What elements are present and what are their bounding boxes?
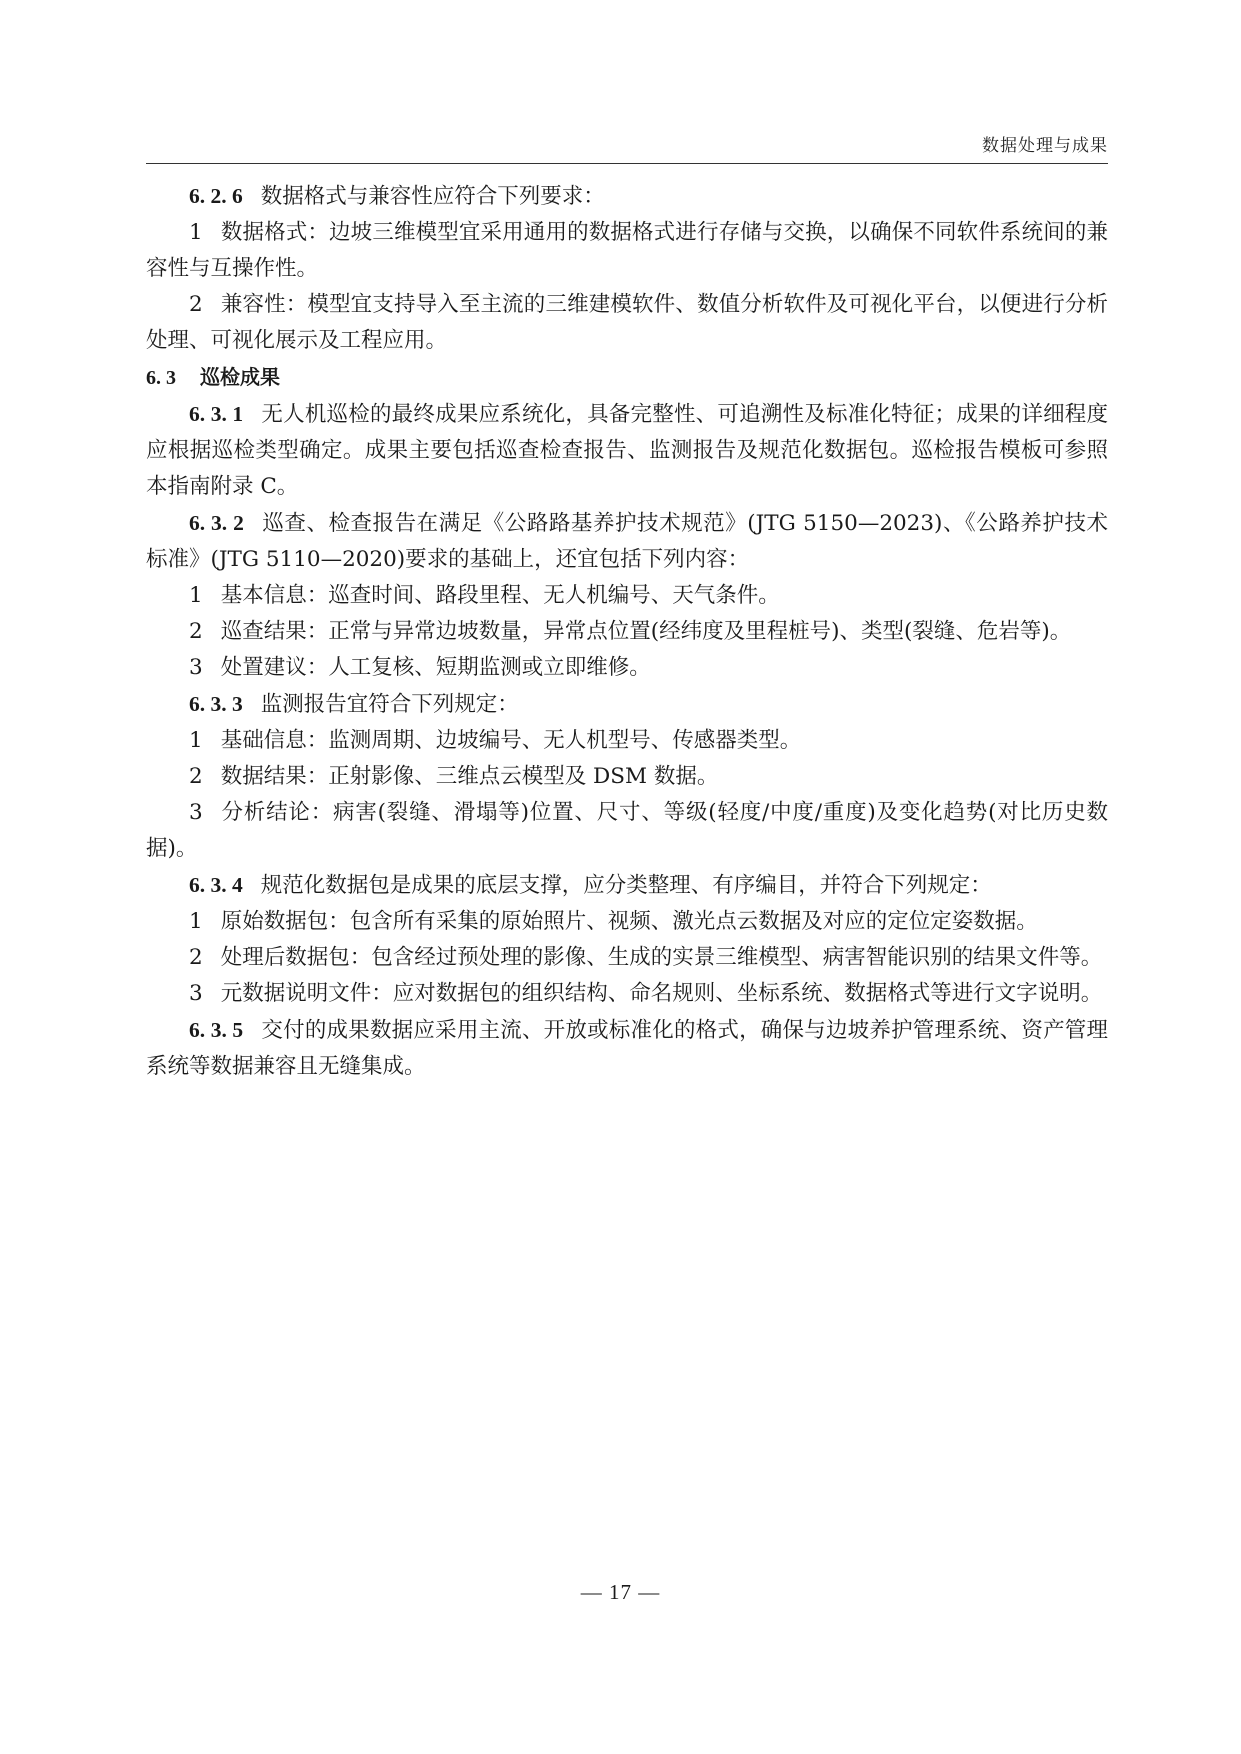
list-item	[146, 795, 1108, 867]
list-item	[146, 614, 1108, 650]
item-number: 3	[189, 981, 203, 1006]
clause-6-3-2	[146, 505, 1108, 578]
item-number: 1	[189, 583, 203, 608]
page-body	[146, 178, 1108, 1085]
list-item	[146, 650, 1108, 686]
header-rule	[146, 163, 1108, 164]
clause-6-3-5	[146, 1012, 1108, 1085]
clause-number: 6. 2. 6	[189, 184, 243, 208]
list-item	[146, 215, 1108, 287]
item-text: 巡查结果：正常与异常边坡数量，异常点位置(经纬度及里程桩号)、类型(裂缝、危岩等)。	[220, 619, 1072, 644]
running-header-title: 数据处理与成果	[982, 136, 1108, 156]
item-number: 1	[189, 728, 203, 753]
list-item	[146, 578, 1108, 614]
clause-6-3-1	[146, 396, 1108, 505]
item-number: 3	[189, 655, 203, 680]
clause-text: 数据格式与兼容性应符合下列要求：	[260, 184, 605, 209]
clause-number: 6. 3. 1	[189, 402, 244, 426]
list-item	[146, 287, 1108, 359]
clause-number: 6. 3. 4	[189, 873, 243, 897]
item-text: 原始数据包：包含所有采集的原始照片、视频、激光点云数据及对应的定位定姿数据。	[220, 909, 1038, 934]
item-text: 分析结论：病害(裂缝、滑塌等)位置、尺寸、等级(轻度/中度/重度)及变化趋势(对比历史数据)。	[146, 800, 1108, 861]
item-text: 处理后数据包：包含经过预处理的影像、生成的实景三维模型、病害智能识别的结果文件等。	[220, 945, 1103, 970]
item-text: 基本信息：巡查时间、路段里程、无人机编号、天气条件。	[220, 583, 780, 608]
section-number: 6. 3	[146, 367, 176, 389]
item-text: 数据结果：正射影像、三维点云模型及 DSM 数据。	[220, 764, 719, 789]
item-number: 3	[189, 800, 203, 825]
item-number: 2	[189, 764, 203, 789]
clause-number: 6. 3. 3	[189, 692, 243, 716]
item-number: 2	[189, 619, 203, 644]
clause-text: 巡查、检查报告在满足《公路路基养护技术规范》(JTG 5150—2023)、《公路养护技术标准》(JTG 5110—2020)要求的基础上，还宜包括下列内容：	[146, 511, 1108, 572]
clause-text: 无人机巡检的最终成果应系统化，具备完整性、可追溯性及标准化特征；成果的详细程度应根据巡检类型确定。成果主要包括巡查检查报告、监测报告及规范化数据包。巡检报告模板可参照本指南附录 C。	[146, 402, 1108, 499]
item-text: 基础信息：监测周期、边坡编号、无人机型号、传感器类型。	[220, 728, 802, 753]
item-text: 兼容性：模型宜支持导入至主流的三维建模软件、数值分析软件及可视化平台，以便进行分析处理、可视化展示及工程应用。	[146, 292, 1108, 353]
item-number: 1	[189, 220, 203, 245]
item-number: 2	[189, 292, 203, 317]
item-text: 处置建议：人工复核、短期监测或立即维修。	[220, 655, 651, 680]
item-number: 2	[189, 945, 203, 970]
item-number: 1	[189, 909, 203, 934]
clause-6-3-4	[146, 867, 1108, 904]
item-text: 数据格式：边坡三维模型宜采用通用的数据格式进行存储与交换，以确保不同软件系统间的兼容性与互操作性。	[146, 220, 1108, 281]
list-item	[146, 976, 1108, 1012]
list-item	[146, 759, 1108, 795]
clause-6-2-6	[146, 178, 1108, 215]
list-item	[146, 723, 1108, 759]
item-text: 元数据说明文件：应对数据包的组织结构、命名规则、坐标系统、数据格式等进行文字说明。	[220, 981, 1103, 1006]
section-heading-6-3	[146, 359, 1108, 396]
list-item	[146, 904, 1108, 940]
clause-text: 规范化数据包是成果的底层支撑，应分类整理、有序编目，并符合下列规定：	[260, 873, 992, 898]
clause-text: 交付的成果数据应采用主流、开放或标准化的格式，确保与边坡养护管理系统、资产管理系统等数据兼容且无缝集成。	[146, 1018, 1108, 1079]
list-item	[146, 940, 1108, 976]
clause-6-3-3	[146, 686, 1108, 723]
clause-number: 6. 3. 5	[189, 1018, 244, 1042]
clause-text: 监测报告宜符合下列规定：	[260, 692, 519, 717]
clause-number: 6. 3. 2	[189, 511, 244, 535]
page-number: — 17 —	[580, 1580, 661, 1604]
section-title: 巡检成果	[200, 365, 280, 389]
